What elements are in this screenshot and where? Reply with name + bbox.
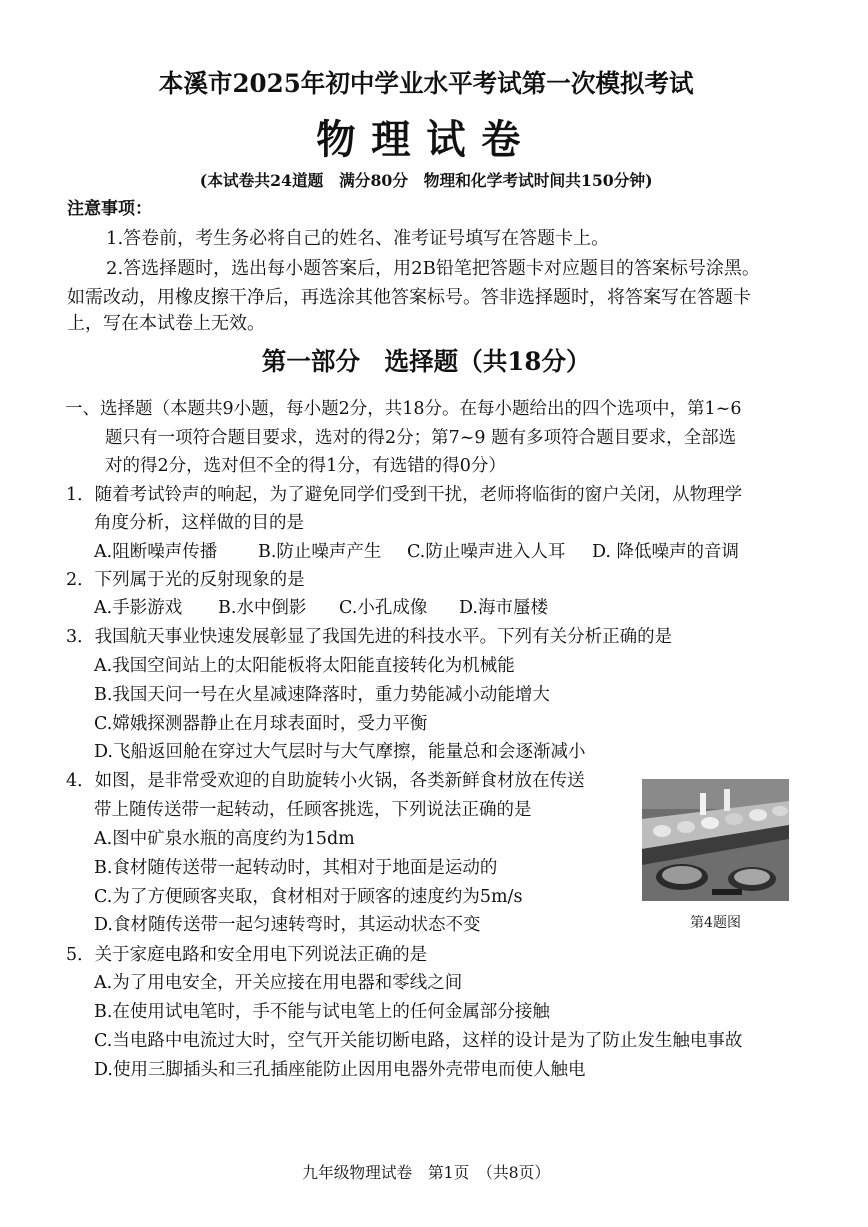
exam-info: (本试卷共24道题 满分80分 物理和化学考试时间共150分钟) <box>199 171 653 190</box>
section-title: 第一部分 选择题（共18分） <box>261 347 591 376</box>
question-5-option-a: A.为了用电安全，开关应接在用电器和零线之间 <box>94 973 463 993</box>
question-3-option-b: B.我国天问一号在火星减速降落时，重力势能减小动能增大 <box>94 685 550 705</box>
question-3-option-d: D.飞船返回舱在穿过大气层时与大气摩擦，能量总和会逐渐减小 <box>94 742 586 762</box>
figure-caption: 第4题图 <box>690 915 741 931</box>
question-1-stem: 角度分析，这样做的目的是 <box>94 513 304 533</box>
question-4-stem: 带上随传送带一起转动，任顾客挑选，下列说法正确的是 <box>94 800 532 820</box>
question-1-option-a: A.阻断噪声传播 <box>94 542 218 562</box>
question-4-stem: 4．如图，是非常受欢迎的自助旋转小火锅，各类新鲜食材放在传送 <box>66 771 585 791</box>
question-2-option-b: B.水中倒影 <box>218 598 307 618</box>
section-instruction: 一、选择题（本题共9小题，每小题2分，共18分。在每小题给出的四个选项中，第1~6 <box>65 399 742 419</box>
question-4-option-b: B.食材随传送带一起转动时，其相对于地面是运动的 <box>94 858 498 878</box>
section-instruction: 题只有一项符合题目要求，选对的得2分；第7~9 题有多项符合题目要求，全部选 <box>105 428 737 448</box>
question-1-option-d: D. 降低噪声的音调 <box>592 542 740 562</box>
question-3-option-a: A.我国空间站上的太阳能板将太阳能直接转化为机械能 <box>94 656 515 676</box>
question-3-stem: 3．我国航天事业快速发展彰显了我国先进的科技水平。下列有关分析正确的是 <box>66 627 673 647</box>
question-5-option-d: D.使用三脚插头和三孔插座能防止因用电器外壳带电而使人触电 <box>94 1060 586 1080</box>
subject-title: 物理试卷 <box>316 116 537 163</box>
question-5-option-c: C.当电路中电流过大时，空气开关能切断电路，这样的设计是为了防止发生触电事故 <box>94 1031 743 1051</box>
notice-line: 如需改动，用橡皮擦干净后，再选涂其他答案标号。答非选择题时，将答案写在答题卡 <box>67 287 751 308</box>
question-2-stem: 2．下列属于光的反射现象的是 <box>66 570 305 590</box>
notice-line: 上，写在本试卷上无效。 <box>67 313 265 334</box>
question-2-option-c: C.小孔成像 <box>339 598 428 618</box>
question-1-option-c: C.防止噪声进入人耳 <box>407 542 566 562</box>
section-instruction: 对的得2分，选对但不全的得1分，有选错的得0分） <box>105 456 506 476</box>
question-4-option-d: D.食材随传送带一起匀速转弯时，其运动状态不变 <box>94 915 481 935</box>
question-2-option-d: D.海市蜃楼 <box>459 598 548 618</box>
question-5-stem: 5．关于家庭电路和安全用电下列说法正确的是 <box>66 945 428 965</box>
question-1-stem: 1．随着考试铃声的响起，为了避免同学们受到干扰，老师将临街的窗户关闭，从物理学 <box>66 485 743 505</box>
notice-line: 1.答卷前，考生务必将自己的姓名、准考证号填写在答题卡上。 <box>106 228 610 249</box>
question-4-option-c: C.为了方便顾客夹取，食材相对于顾客的速度约为5m/s <box>94 887 523 907</box>
notice-line: 2.答选择题时，选出每小题答案后，用2B铅笔把答题卡对应题目的答案标号涂黑。 <box>106 258 760 279</box>
question-3-option-c: C.嫦娥探测器静止在月球表面时，受力平衡 <box>94 714 428 734</box>
exam-title: 本溪市2025年初中学业水平考试第一次模拟考试 <box>158 69 694 98</box>
question-5-option-b: B.在使用试电笔时，手不能与试电笔上的任何金属部分接触 <box>94 1002 550 1022</box>
page-footer: 九年级物理试卷 第1页 （共8页） <box>302 1163 551 1182</box>
question-2-option-a: A.手影游戏 <box>94 598 183 618</box>
conveyor-hotpot-photo <box>642 779 789 901</box>
question-4-option-a: A.图中矿泉水瓶的高度约为15dm <box>94 829 355 849</box>
question-1-option-b: B.防止噪声产生 <box>258 542 382 562</box>
notice-heading: 注意事项： <box>67 199 152 219</box>
